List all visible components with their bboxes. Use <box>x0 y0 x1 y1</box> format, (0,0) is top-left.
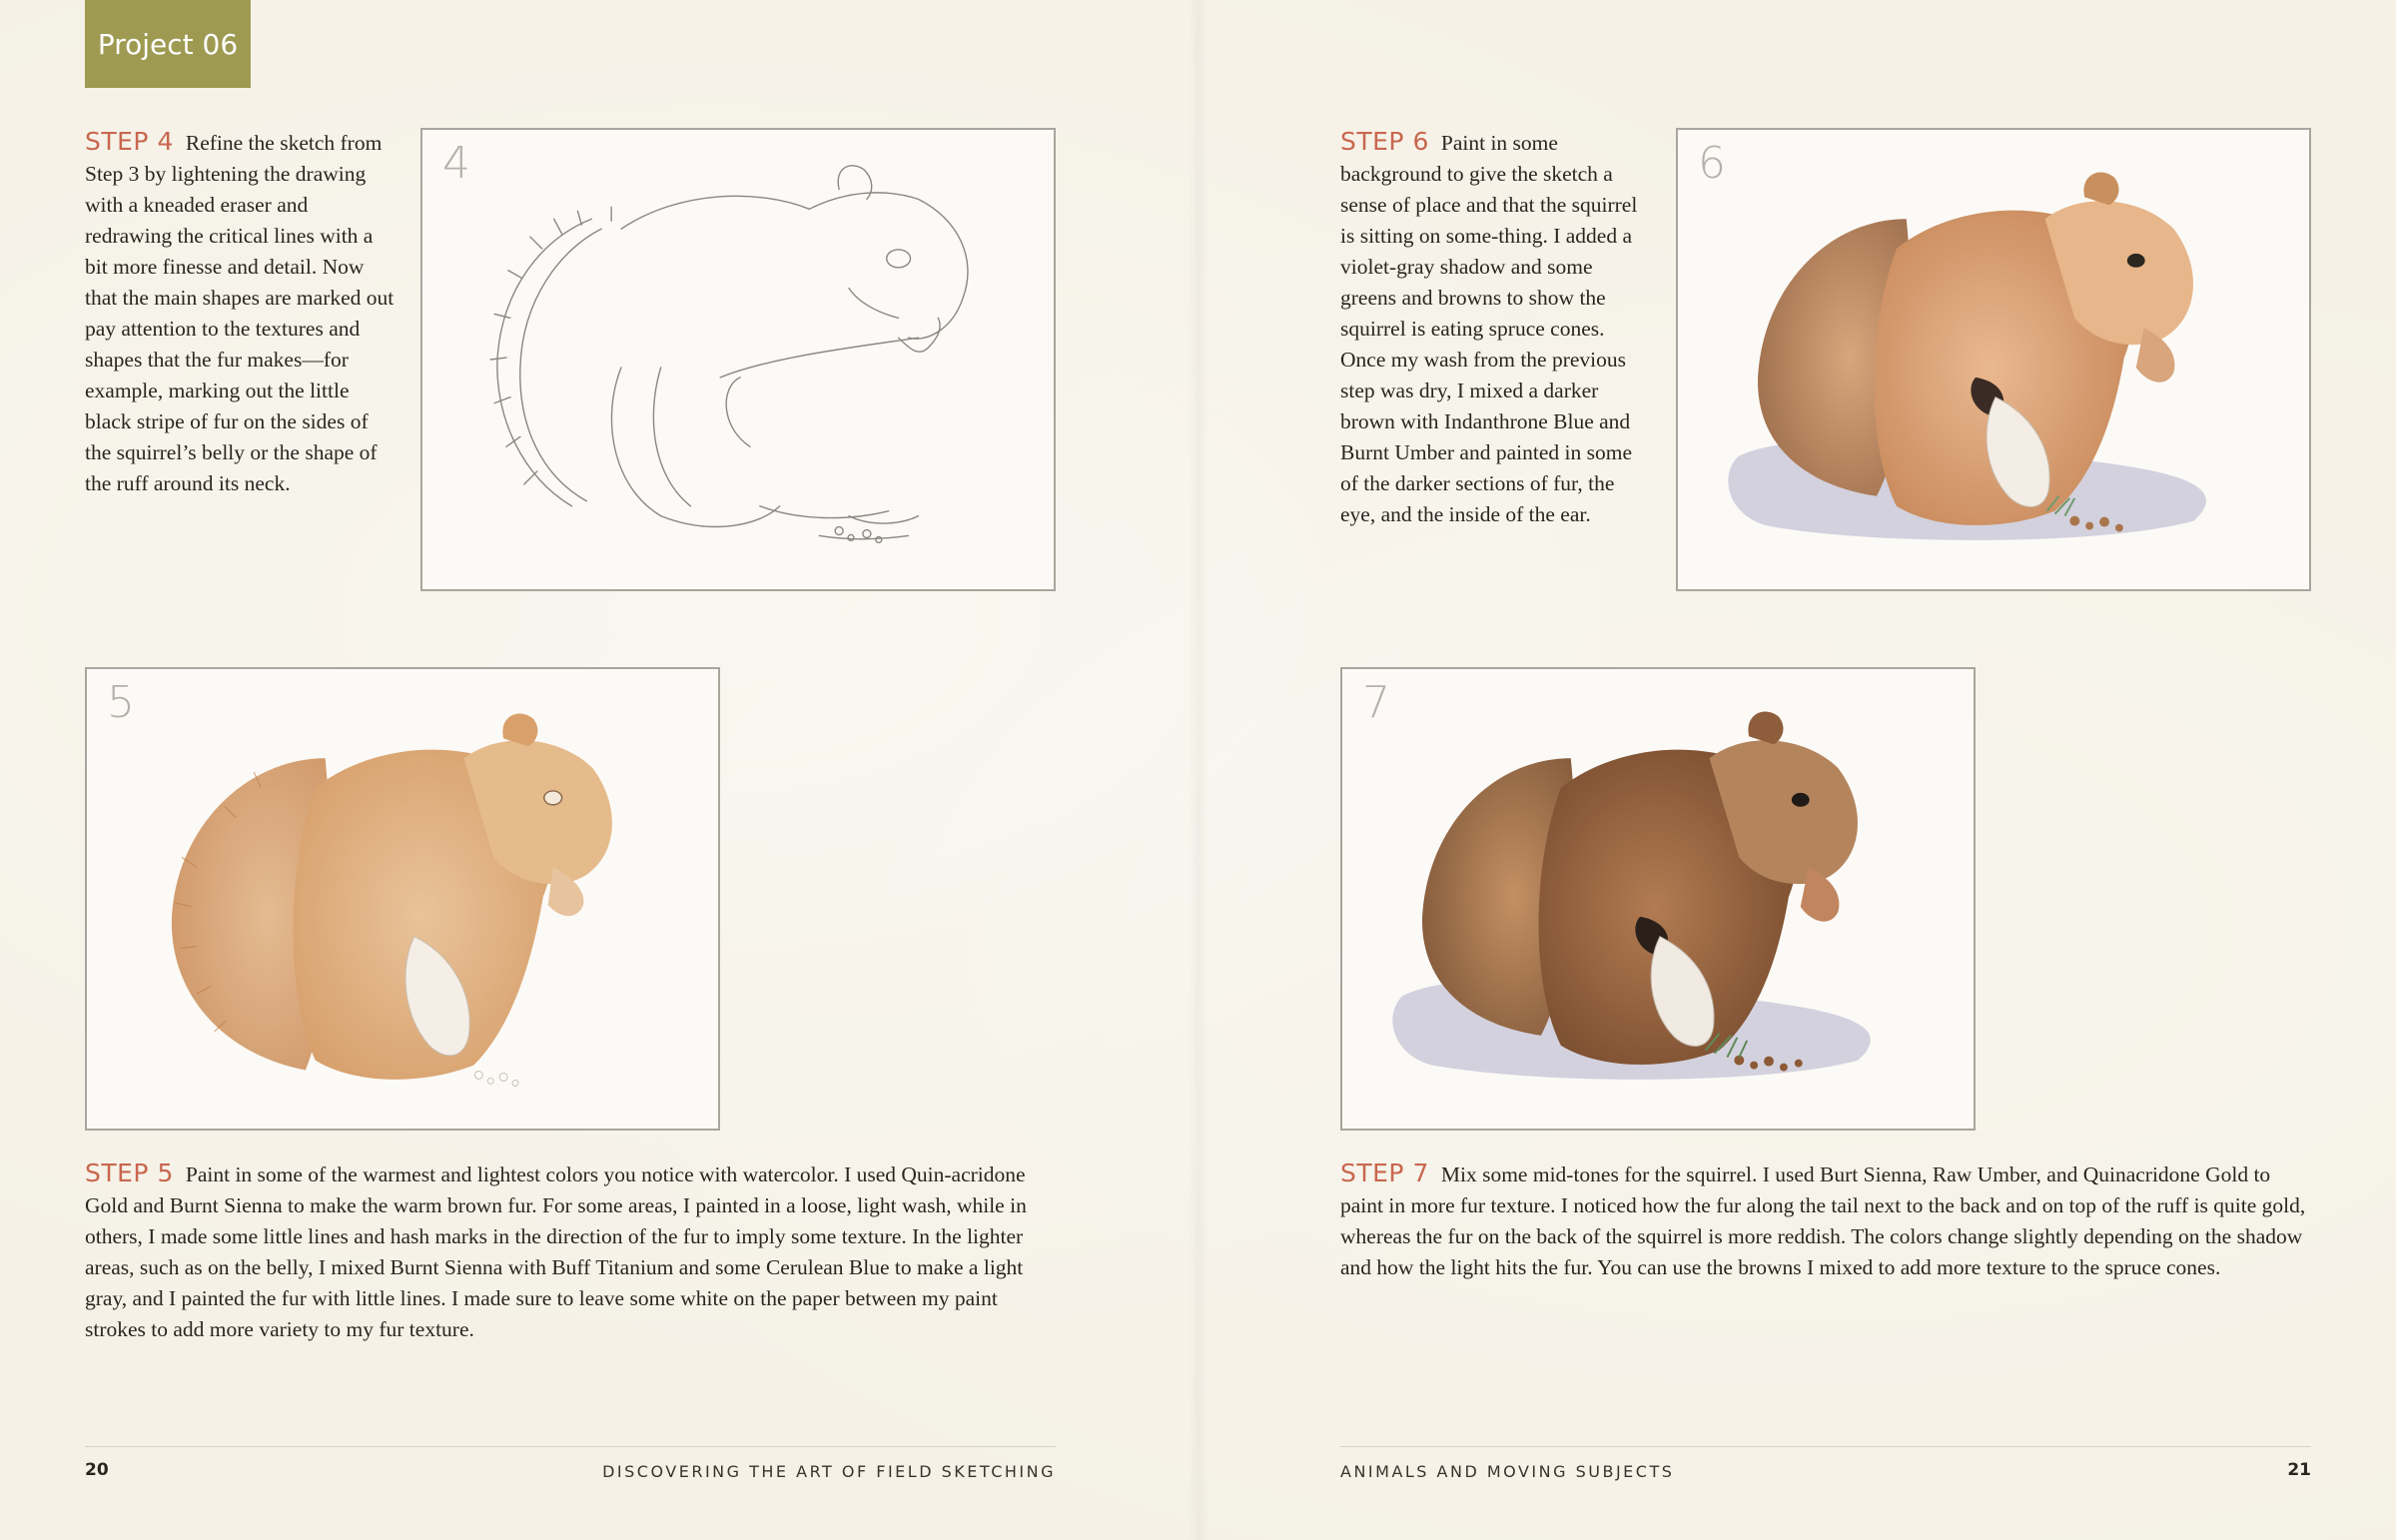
right-page-number: 21 <box>2287 1460 2311 1480</box>
step-7-label: STEP 7 <box>1340 1158 1429 1187</box>
right-footer-rule <box>1340 1446 2311 1447</box>
step-4-label: STEP 4 <box>85 127 174 156</box>
step-4-body: Refine the sketch from Step 3 by lightening the drawing with a kneaded eraser and redrawing the critical lines with a bit more finesse and detail. Now that the main shapes are marked out pay attention to the textures and shapes that the fur makes—for example, marking out the little black stripe of fur on the sides of the squirrel’s belly or the shape of the ruff around its neck. <box>85 131 395 495</box>
book-gutter <box>1189 0 1208 1540</box>
figure-7-mid-tones <box>1340 667 1976 1131</box>
step-5-label: STEP 5 <box>85 1158 174 1187</box>
figure-4-number: 4 <box>442 138 470 189</box>
project-badge: Project 06 <box>85 0 251 88</box>
figure-7-number: 7 <box>1362 677 1390 728</box>
squirrel-first-wash-illustration <box>87 669 718 1129</box>
squirrel-sketch-illustration <box>422 130 1054 589</box>
step-7-body: Mix some mid-tones for the squirrel. I used Burt Sienna, Raw Umber, and Quinacridone Gold to paint in more fur texture. I noticed how the fur along the tail next to the back and on top of the ruff is quite gold, whereas the fur on the back of the squirrel is more reddish. The colors change slightly depending on the shadow and how the light hits the fur. You can use the browns I mixed to add more texture to the spruce cones. <box>1340 1162 2306 1279</box>
step-5-body: Paint in some of the warmest and lightest colors you notice with watercolor. I used Quin-acridone Gold and Burnt Sienna to make the warm brown fur. For some areas, I painted in a loose, light wash, while in others, I made some little lines and hash marks in the direction of the fur to imply some texture. In the lighter areas, such as on the belly, I mixed Burnt Sienna with Buff Titanium and some Cerulean Blue to make a light gray, and I painted the fur with little lines. I made sure to leave some white on the paper between my paint strokes to add more variety to my fur texture. <box>85 1162 1027 1341</box>
step-5-text <box>85 1157 1056 1345</box>
left-running-head: DISCOVERING THE ART OF FIELD SKETCHING <box>602 1462 1056 1481</box>
figure-4-pencil-sketch <box>420 128 1056 591</box>
squirrel-midtones-illustration <box>1342 669 1974 1129</box>
step-6-body: Paint in some background to give the sketch a sense of place and that the squirrel is sitting on some-thing. I added a violet-gray shadow and some greens and browns to show the squirrel is eating spruce cones. Once my wash from the previous step was dry, I mixed a darker brown with Indanthrone Blue and Burnt Umber and painted in some of the darker sections of fur, the eye, and the inside of the ear. <box>1340 131 1638 526</box>
left-page-number: 20 <box>85 1460 109 1480</box>
figure-6-background-wash <box>1676 128 2311 591</box>
figure-6-number: 6 <box>1698 138 1726 189</box>
right-running-head: ANIMALS AND MOVING SUBJECTS <box>1340 1462 1675 1481</box>
step-7-text <box>1340 1157 2311 1283</box>
step-6-label: STEP 6 <box>1340 127 1429 156</box>
left-footer-rule <box>85 1446 1056 1447</box>
squirrel-background-illustration <box>1678 130 2309 589</box>
figure-5-first-wash <box>85 667 720 1131</box>
step-6-text <box>1340 126 1642 530</box>
step-4-text <box>85 126 395 499</box>
figure-5-number: 5 <box>107 677 135 728</box>
